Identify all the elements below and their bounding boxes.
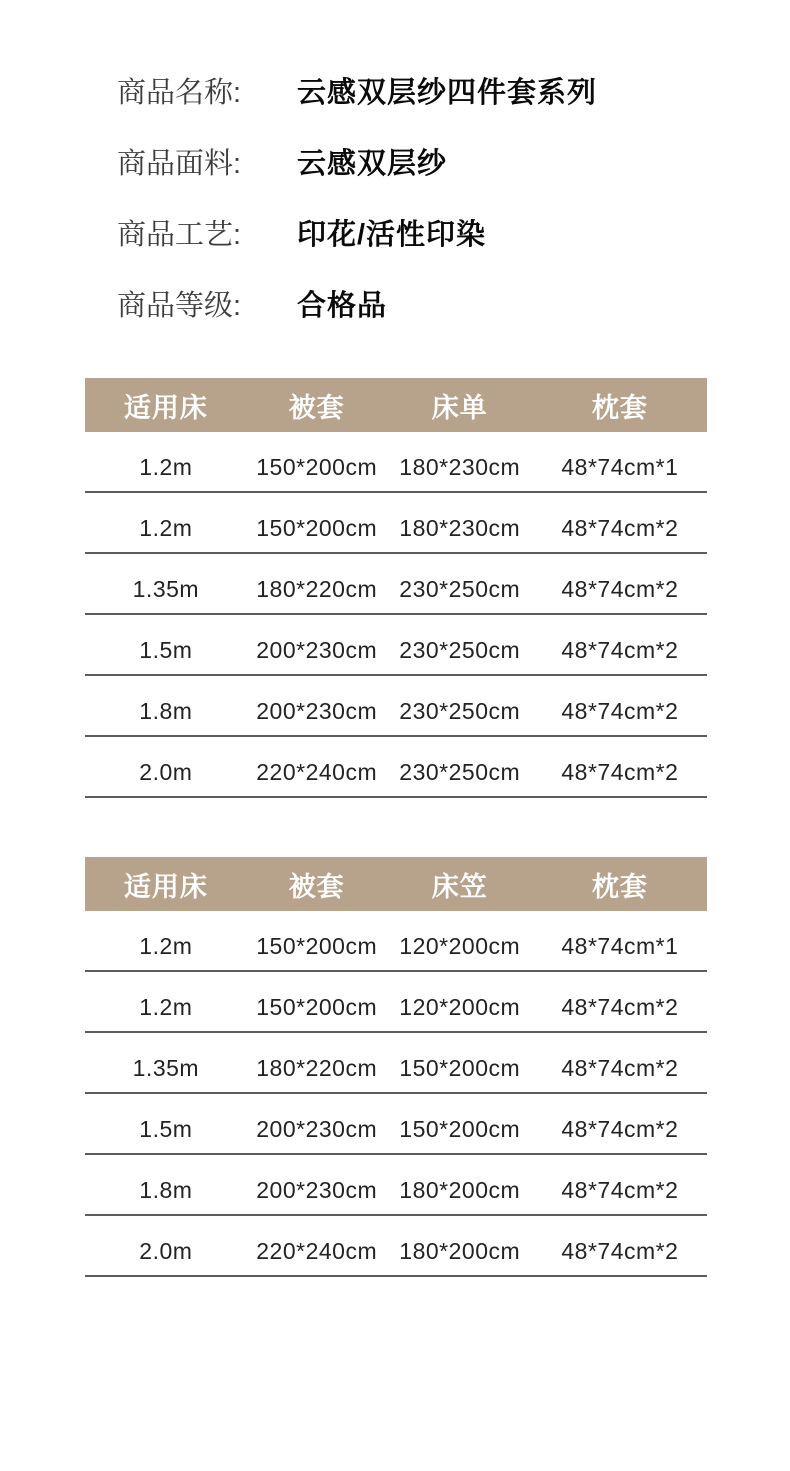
- product-craft-value: 印花/活性印染: [297, 219, 487, 251]
- table-cell: 48*74cm*2: [561, 759, 679, 785]
- table-cell: 220*240cm: [256, 1238, 378, 1264]
- table-header-cell: 被套: [288, 392, 345, 423]
- table-cell: 48*74cm*2: [561, 1055, 679, 1081]
- table-cell: 48*74cm*2: [561, 576, 679, 602]
- product-fabric-value: 云感双层纱: [297, 148, 448, 180]
- product-name-value: 云感双层纱四件套系列: [297, 77, 598, 109]
- size-table-flat-sheet: [85, 378, 707, 798]
- table-header-row: [85, 378, 707, 432]
- table-cell: 1.5m: [139, 1116, 193, 1142]
- table-header-cell: 被套: [288, 871, 345, 902]
- table-cell: 1.5m: [139, 637, 193, 663]
- table-cell: 180*200cm: [399, 1238, 521, 1264]
- table-cell: 48*74cm*1: [561, 933, 679, 959]
- table-row: [85, 432, 707, 493]
- table-row: [85, 1094, 707, 1155]
- table-header-cell: 适用床: [123, 392, 208, 423]
- table-cell: 1.8m: [139, 1177, 193, 1203]
- table-cell: 150*200cm: [256, 933, 378, 959]
- table-cell: 48*74cm*2: [561, 1238, 679, 1264]
- table-cell: 150*200cm: [256, 994, 378, 1020]
- table-row: [85, 972, 707, 1033]
- size-table-fitted-sheet: [85, 857, 707, 1277]
- table-cell: 180*200cm: [399, 1177, 521, 1203]
- product-name-label: 商品名称:: [117, 77, 242, 109]
- table-cell: 48*74cm*2: [561, 994, 679, 1020]
- size-tables-section: [85, 378, 707, 1277]
- table-cell: 150*200cm: [399, 1055, 521, 1081]
- table-cell: 180*230cm: [399, 454, 521, 480]
- table-cell: 220*240cm: [256, 759, 378, 785]
- table-row: [85, 554, 707, 615]
- table-cell: 150*200cm: [256, 515, 378, 541]
- product-spec-sheet: [0, 78, 790, 1277]
- table-cell: 200*230cm: [256, 637, 378, 663]
- table-cell: 48*74cm*2: [561, 1177, 679, 1203]
- table-cell: 48*74cm*1: [561, 454, 679, 480]
- table-header-cell: 床笠: [431, 871, 488, 902]
- table-cell: 200*230cm: [256, 1177, 378, 1203]
- table-cell: 1.35m: [132, 576, 200, 602]
- table-cell: 180*220cm: [256, 576, 378, 602]
- table-row: [85, 1033, 707, 1094]
- table-cell: 200*230cm: [256, 698, 378, 724]
- product-grade-value: 合格品: [297, 290, 388, 322]
- product-grade-label: 商品等级:: [117, 290, 242, 322]
- table-header-cell: 床单: [431, 392, 488, 423]
- table-row: [85, 615, 707, 676]
- table-row: [85, 911, 707, 972]
- table-cell: 1.2m: [139, 515, 193, 541]
- table-cell: 48*74cm*2: [561, 515, 679, 541]
- product-info-row-craft: [117, 220, 790, 250]
- table-cell: 150*200cm: [256, 454, 378, 480]
- table-cell: 1.35m: [132, 1055, 200, 1081]
- table-row: [85, 676, 707, 737]
- table-row: [85, 1216, 707, 1277]
- table-cell: 48*74cm*2: [561, 1116, 679, 1142]
- table-row: [85, 1155, 707, 1216]
- table-cell: 230*250cm: [399, 698, 521, 724]
- table-cell: 1.2m: [139, 454, 193, 480]
- table-cell: 2.0m: [139, 1238, 193, 1264]
- table-cell: 230*250cm: [399, 637, 521, 663]
- table-cell: 1.8m: [139, 698, 193, 724]
- table-cell: 230*250cm: [399, 576, 521, 602]
- table-header-cell: 适用床: [123, 871, 208, 902]
- table-cell: 48*74cm*2: [561, 698, 679, 724]
- product-info-row-grade: [117, 291, 790, 321]
- table-cell: 2.0m: [139, 759, 193, 785]
- product-info-section: [117, 78, 790, 321]
- product-fabric-label: 商品面料:: [117, 148, 242, 180]
- product-info-row-name: [117, 78, 790, 108]
- table-cell: 230*250cm: [399, 759, 521, 785]
- table-cell: 1.2m: [139, 933, 193, 959]
- table-cell: 120*200cm: [399, 933, 521, 959]
- table-row: [85, 737, 707, 798]
- table-cell: 48*74cm*2: [561, 637, 679, 663]
- table-cell: 200*230cm: [256, 1116, 378, 1142]
- table-row: [85, 493, 707, 554]
- table-header-cell: 枕套: [591, 871, 648, 902]
- table-header-row: [85, 857, 707, 911]
- product-info-row-fabric: [117, 149, 790, 179]
- table-cell: 180*230cm: [399, 515, 521, 541]
- table-cell: 180*220cm: [256, 1055, 378, 1081]
- table-cell: 120*200cm: [399, 994, 521, 1020]
- product-craft-label: 商品工艺:: [117, 219, 242, 251]
- table-cell: 150*200cm: [399, 1116, 521, 1142]
- table-header-cell: 枕套: [591, 392, 648, 423]
- table-cell: 1.2m: [139, 994, 193, 1020]
